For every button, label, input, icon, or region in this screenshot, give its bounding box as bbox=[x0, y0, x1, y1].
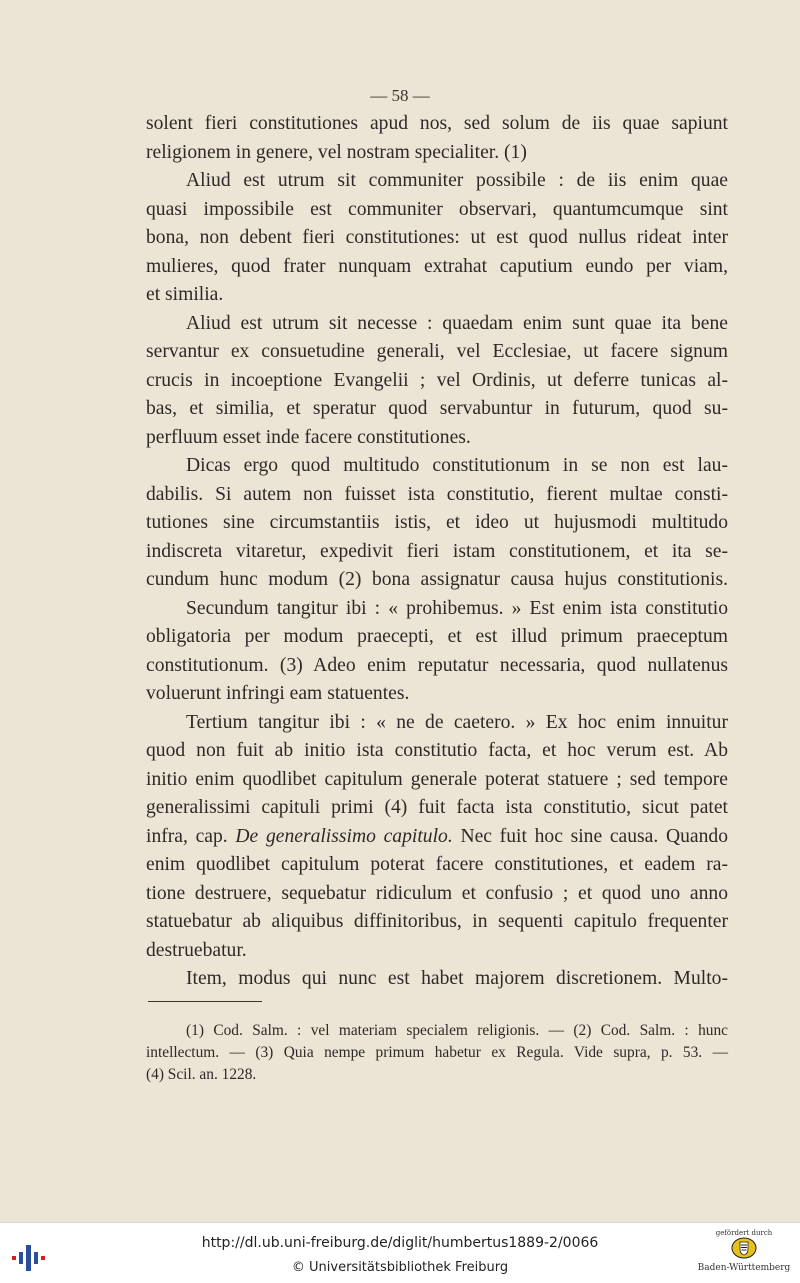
text-line: mulieres, quod frater nunquam extrahat caputium eundo per viam, bbox=[146, 255, 728, 277]
copyright-notice: © Universitätsbibliothek Freiburg bbox=[291, 1260, 509, 1275]
text-line: Aliud est utrum sit communiter possibile : de iis enim quae bbox=[186, 170, 728, 191]
text-line: solent fieri constitutiones apud nos, sed solum de iis quae sapiunt bbox=[146, 113, 728, 134]
text-line: religionem in genere, vel nostram specialiter. (1) bbox=[146, 141, 527, 163]
text-line-with-italic bbox=[146, 823, 728, 852]
sponsor-region: Baden-Württemberg bbox=[697, 1263, 791, 1273]
text-line: constitutionum. (3) Adeo enim reputatur necessaria, quod nullatenus bbox=[146, 654, 728, 676]
text-line: servantur ex consuetudine generali, vel Ecclesiae, ut facere signum bbox=[146, 341, 728, 362]
text-line: quod non fuit ab initio ista constitutio facta, et hoc verum est. Ab bbox=[146, 740, 728, 761]
text-line: Aliud est utrum sit necesse : quaedam enim sunt quae ita bene bbox=[186, 312, 728, 334]
text-line: et similia. bbox=[146, 284, 224, 305]
text-line: Tertium tangitur ibi : « ne de caetero. » Ex hoc enim innuitur bbox=[186, 711, 728, 733]
text-line: dabilis. Si autem non fuisset ista constitutio, fierent multae consti- bbox=[146, 483, 728, 505]
text-line: tione destruere, sequebatur ridiculum et confusio ; et quod uno anno bbox=[146, 882, 728, 904]
permalink-url[interactable]: http://dl.ub.uni-freiburg.de/diglit/humbertus1889-2/0066 bbox=[201, 1235, 599, 1251]
footnotes bbox=[146, 1020, 728, 1086]
sponsor-logo bbox=[694, 1229, 794, 1281]
sponsor-label: gefördert durch bbox=[715, 1229, 773, 1237]
text-line: obligatoria per modum praecepti, et est illud primum praeceptum bbox=[146, 626, 728, 647]
coat-of-arms-icon bbox=[731, 1237, 757, 1259]
footnote-line: intellectum. — (3) Quia nempe primum habetur ex Regula. Vide supra, p. 53. — bbox=[146, 1044, 728, 1061]
text-line: Dicas ergo quod multitudo constitutionum in se non est lau- bbox=[186, 455, 728, 476]
text-fragment: Nec fuit hoc sine causa. Quando bbox=[460, 825, 729, 847]
text-fragment: infra, cap. bbox=[146, 825, 228, 847]
text-line: Item, modus qui nunc est habet majorem discretionem. Multo- bbox=[186, 968, 728, 989]
text-line: crucis in incoeptione Evangelii ; vel Ordinis, ut deferre tunicas al- bbox=[146, 369, 728, 391]
text-line: enim quodlibet capitulum poterat facere constitutiones, et eadem ra- bbox=[146, 854, 728, 875]
text-line: voluerunt infringi eam statuentes. bbox=[146, 683, 410, 704]
text-line: generalissimi capituli primi (4) fuit facta ista constitutio, sicut patet bbox=[146, 797, 728, 818]
italic-chapter-reference: De generalissimo capitulo. bbox=[235, 825, 453, 847]
text-line: quasi impossibile est communiter observari, quantumcumque sint bbox=[146, 198, 728, 220]
footnote-line: (1) Cod. Salm. : vel materiam specialem religionis. — (2) Cod. Salm. : hunc bbox=[186, 1022, 728, 1039]
text-line: destruebatur. bbox=[146, 939, 247, 961]
text-line: bas, et similia, et speratur quod servabuntur in futurum, quod su- bbox=[146, 398, 728, 419]
text-line: indiscreta vitaretur, expedivit fieri istam constitutionem, et ita se- bbox=[146, 540, 728, 562]
page-number: — 58 — bbox=[370, 86, 430, 105]
viewer-footer bbox=[0, 1222, 800, 1283]
text-line: statuebatur ab aliquibus diffinitoribus, in sequenti capitulo frequenter bbox=[146, 911, 728, 932]
text-line: Secundum tangitur ibi : « prohibemus. » Est enim ista constitutio bbox=[186, 597, 728, 619]
footnote-line: (4) Scil. an. 1228. bbox=[146, 1066, 257, 1083]
text-line: cundum hunc modum (2) bona assignatur causa hujus constitutionis. bbox=[146, 569, 728, 590]
text-line: initio enim quodlibet capitulum generale poterat statuere ; sed tempore bbox=[146, 768, 728, 790]
text-line: tutiones sine circumstantiis istis, et ideo ut hujusmodi multitudo bbox=[146, 512, 728, 533]
text-line: bona, non debent fieri constitutiones: ut est quod nullus rideat inter bbox=[146, 227, 728, 248]
body-text bbox=[146, 110, 728, 994]
footnote-divider bbox=[148, 1001, 262, 1002]
text-line: perfluum esset inde facere constitutiones. bbox=[146, 426, 471, 448]
